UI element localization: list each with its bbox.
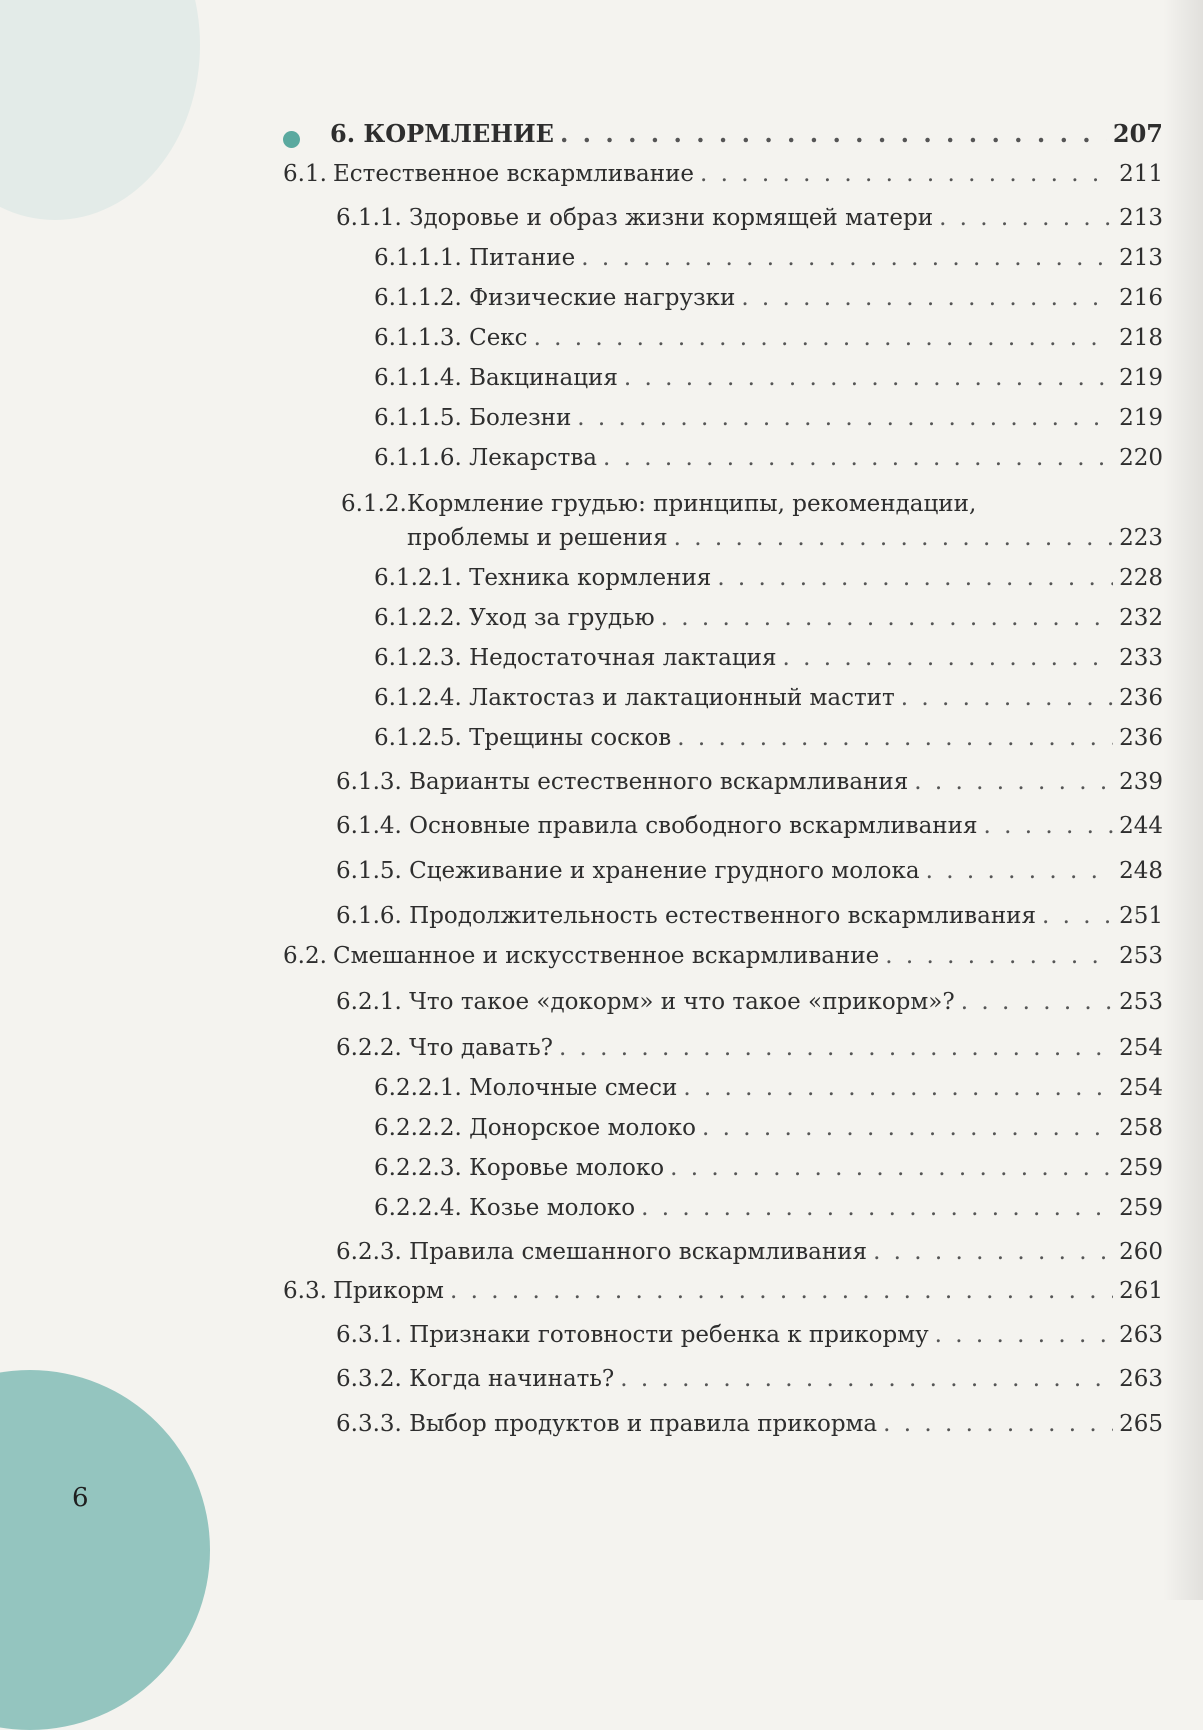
- toc-entry-number: 6.1.6.: [336, 903, 402, 929]
- toc-entry[interactable]: [336, 204, 1163, 232]
- toc-entry-number: 6.2.2.1.: [374, 1075, 462, 1101]
- toc-entry-label: Недостаточная лактация: [469, 645, 777, 671]
- toc-entry-page: 265: [1119, 1411, 1163, 1437]
- toc-entry-number: 6.3.1.: [336, 1322, 402, 1348]
- toc-entry-number: 6.: [330, 119, 356, 148]
- toc-leader-dots: [901, 684, 1113, 712]
- toc-entry-page: 248: [1119, 858, 1163, 884]
- toc-entry-number: 6.1.1.1.: [374, 245, 462, 271]
- toc-entry[interactable]: [336, 1238, 1163, 1266]
- toc-entry-label: Естественное вскармливание: [333, 161, 695, 187]
- toc-entry[interactable]: [374, 284, 1163, 312]
- toc-entry-label: Болезни: [469, 405, 572, 431]
- toc-leader-dots: [1042, 902, 1113, 930]
- toc-entry-number: 6.2.1.: [336, 989, 402, 1015]
- toc-entry-label: Питание: [469, 245, 576, 271]
- toc-entry-label: Когда начинать?: [409, 1366, 615, 1392]
- toc-entry-label: Донорское молоко: [469, 1115, 696, 1141]
- toc-entry-number: 6.2.2.: [336, 1035, 402, 1061]
- toc-entry-number: 6.2.2.4.: [374, 1195, 462, 1221]
- toc-leader-dots: [983, 812, 1113, 840]
- toc-entry-number: 6.1.4.: [336, 813, 402, 839]
- toc-entry-label: Коровье молоко: [469, 1155, 665, 1181]
- toc-entry-number: 6.2.: [283, 943, 327, 969]
- toc-leader-dots: [702, 1114, 1113, 1142]
- toc-leader-dots: [674, 524, 1113, 552]
- toc-entry-page: 232: [1119, 605, 1163, 631]
- toc-chapter-6[interactable]: [330, 120, 1163, 148]
- toc-entry-number: 6.3.: [283, 1278, 327, 1304]
- toc-entry-label: Уход за грудью: [469, 605, 655, 631]
- toc-leader-dots: [885, 942, 1113, 970]
- toc-leader-dots: [560, 120, 1107, 148]
- toc-leader-dots: [581, 244, 1113, 272]
- toc-entry[interactable]: [374, 444, 1163, 472]
- toc-entry-number: 6.1.1.5.: [374, 405, 462, 431]
- toc-entry-page: 228: [1119, 565, 1163, 591]
- toc-leader-dots: [717, 564, 1113, 592]
- toc-entry-page: 263: [1119, 1322, 1163, 1348]
- toc-entry-number: 6.1.: [283, 161, 327, 187]
- toc-entry-page: 260: [1119, 1239, 1163, 1265]
- toc-entry-label: КОРМЛЕНИЕ: [363, 119, 554, 148]
- toc-entry-page: 254: [1119, 1035, 1163, 1061]
- toc-entry[interactable]: [283, 1277, 1163, 1305]
- toc-entry-number: 6.2.3.: [336, 1239, 402, 1265]
- toc-entry-page: 263: [1119, 1366, 1163, 1392]
- toc-entry-page: 219: [1119, 405, 1163, 431]
- toc-entry[interactable]: [336, 988, 1163, 1016]
- chapter-bullet-icon: [283, 131, 300, 148]
- toc-entry[interactable]: [374, 1114, 1163, 1142]
- toc-entry[interactable]: [336, 1034, 1163, 1062]
- toc-entry[interactable]: [374, 324, 1163, 352]
- toc-leader-dots: [534, 324, 1114, 352]
- decorative-circle-bottom: [0, 1370, 210, 1730]
- toc-entry-number: 6.1.2.2.: [374, 605, 462, 631]
- toc-entry-page: 261: [1119, 1278, 1163, 1304]
- toc-entry-page: 254: [1119, 1075, 1163, 1101]
- toc-entry-label: Основные правила свободного вскармливания: [409, 813, 978, 839]
- toc-leader-dots: [935, 1321, 1113, 1349]
- toc-entry[interactable]: [374, 724, 1163, 752]
- toc-entry[interactable]: [374, 604, 1163, 632]
- toc-entry-number: 6.1.1.: [336, 205, 402, 231]
- toc-entry[interactable]: [336, 1365, 1163, 1393]
- toc-leader-dots: [683, 1074, 1113, 1102]
- toc-entry-number: 6.1.1.3.: [374, 325, 462, 351]
- toc-entry-label: Физические нагрузки: [469, 285, 736, 311]
- toc-entry[interactable]: [336, 1410, 1163, 1438]
- toc-entry-label: Что такое «докорм» и что такое «прикорм»?: [409, 989, 955, 1015]
- toc-entry[interactable]: [336, 768, 1163, 796]
- toc-entry-number: 6.1.1.2.: [374, 285, 462, 311]
- toc-leader-dots: [641, 1194, 1113, 1222]
- toc-leader-dots: [883, 1410, 1113, 1438]
- toc-entry-number: 6.1.5.: [336, 858, 402, 884]
- toc-entry-label: Козье молоко: [469, 1195, 636, 1221]
- toc-entry-page: 219: [1119, 365, 1163, 391]
- toc-entry-number: 6.1.2.4.: [374, 685, 462, 711]
- toc-entry-page: 213: [1119, 245, 1163, 271]
- toc-leader-dots: [926, 857, 1114, 885]
- toc-entry-label: Варианты естественного вскармливания: [409, 769, 909, 795]
- toc-entry[interactable]: [407, 524, 1163, 552]
- toc-leader-dots: [450, 1277, 1113, 1305]
- toc-entry-page: 207: [1112, 119, 1163, 148]
- toc-leader-dots: [783, 644, 1114, 672]
- toc-entry[interactable]: [336, 902, 1163, 930]
- toc-entry[interactable]: [374, 1154, 1163, 1182]
- toc-entry-page: 258: [1119, 1115, 1163, 1141]
- toc-leader-dots: [624, 364, 1113, 392]
- page-number: 6: [72, 1483, 89, 1513]
- toc-leader-dots: [677, 724, 1113, 752]
- toc-entry-number: 6.3.3.: [336, 1411, 402, 1437]
- toc-leader-dots: [620, 1365, 1113, 1393]
- toc-entry-page: 223: [1119, 525, 1163, 551]
- toc-entry[interactable]: [336, 812, 1163, 840]
- toc-entry-label: Вакцинация: [469, 365, 618, 391]
- toc-entry-label: Техника кормления: [469, 565, 712, 591]
- toc-entry-page: 239: [1119, 769, 1163, 795]
- toc-entry-number: 6.1.1.4.: [374, 365, 462, 391]
- toc-entry-first-line[interactable]: [341, 490, 976, 518]
- toc-entry-page: 218: [1119, 325, 1163, 351]
- toc-entry-label: Смешанное и искусственное вскармливание: [333, 943, 880, 969]
- toc-leader-dots: [559, 1034, 1113, 1062]
- toc-entry[interactable]: [374, 684, 1163, 712]
- toc-entry-label: Трещины сосков: [469, 725, 672, 751]
- toc-entry-page: 233: [1119, 645, 1163, 671]
- toc-entry-label: Сцеживание и хранение грудного молока: [409, 858, 920, 884]
- toc-leader-dots: [939, 204, 1113, 232]
- toc-entry[interactable]: [374, 1194, 1163, 1222]
- decorative-circle-top: [0, 0, 200, 220]
- toc-entry[interactable]: [283, 160, 1163, 188]
- toc-entry[interactable]: [374, 644, 1163, 672]
- toc-entry-page: 216: [1119, 285, 1163, 311]
- toc-entry-label: Молочные смеси: [469, 1075, 678, 1101]
- toc-entry-label: Что давать?: [409, 1035, 553, 1061]
- toc-entry-page: 244: [1119, 813, 1163, 839]
- toc-entry-number: 6.1.2.: [341, 491, 407, 517]
- toc-entry-page: 236: [1119, 725, 1163, 751]
- toc-entry[interactable]: [374, 244, 1163, 272]
- toc-entry[interactable]: [374, 564, 1163, 592]
- toc-leader-dots: [670, 1154, 1113, 1182]
- toc-entry-number: 6.1.2.1.: [374, 565, 462, 591]
- toc-entry[interactable]: [283, 942, 1163, 970]
- toc-entry[interactable]: [374, 404, 1163, 432]
- toc-entry-label: Секс: [469, 325, 528, 351]
- toc-entry-label: Здоровье и образ жизни кормящей матери: [409, 205, 934, 231]
- toc-entry-label: проблемы и решения: [407, 525, 668, 551]
- toc-entry-number: 6.2.2.3.: [374, 1155, 462, 1181]
- toc-entry-page: 213: [1119, 205, 1163, 231]
- toc-leader-dots: [700, 160, 1113, 188]
- toc-entry[interactable]: [336, 857, 1163, 885]
- toc-entry-page: 253: [1119, 989, 1163, 1015]
- toc-entry-label: Выбор продуктов и правила прикорма: [409, 1411, 878, 1437]
- toc-leader-dots: [603, 444, 1113, 472]
- toc-entry-label: Признаки готовности ребенка к прикорму: [409, 1322, 929, 1348]
- toc-entry-title: [330, 120, 554, 148]
- toc-entry-number: 6.2.2.2.: [374, 1115, 462, 1141]
- toc-leader-dots: [577, 404, 1113, 432]
- toc-entry-number: 6.3.2.: [336, 1366, 402, 1392]
- toc-entry-number: 6.1.3.: [336, 769, 402, 795]
- toc-entry[interactable]: [374, 364, 1163, 392]
- toc-entry-label: Правила смешанного вскармливания: [409, 1239, 868, 1265]
- toc-entry-page: 253: [1119, 943, 1163, 969]
- toc-leader-dots: [661, 604, 1114, 632]
- toc-entry-label: Прикорм: [333, 1278, 444, 1304]
- toc-entry-label: Лактостаз и лактационный мастит: [469, 685, 895, 711]
- toc-entry-label: Лекарства: [469, 445, 597, 471]
- toc-entry-page: 259: [1119, 1155, 1163, 1181]
- toc-entry-page: 220: [1119, 445, 1163, 471]
- page-edge-shadow: [1163, 0, 1203, 1600]
- toc-entry-number: 6.1.2.5.: [374, 725, 462, 751]
- toc-entry-page: 236: [1119, 685, 1163, 711]
- toc-entry-page: 259: [1119, 1195, 1163, 1221]
- toc-entry-page: 251: [1119, 903, 1163, 929]
- toc-leader-dots: [961, 988, 1113, 1016]
- toc-entry[interactable]: [374, 1074, 1163, 1102]
- toc-leader-dots: [873, 1238, 1113, 1266]
- toc-leader-dots: [741, 284, 1113, 312]
- toc-entry-page: 211: [1119, 161, 1163, 187]
- toc-entry[interactable]: [336, 1321, 1163, 1349]
- toc-leader-dots: [914, 768, 1113, 796]
- toc-entry-number: 6.1.1.6.: [374, 445, 462, 471]
- toc-entry-label: Продолжительность естественного вскармливания: [409, 903, 1036, 929]
- toc-entry-number: 6.1.2.3.: [374, 645, 462, 671]
- toc-entry-label: Кормление грудью: принципы, рекомендации,: [407, 491, 977, 517]
